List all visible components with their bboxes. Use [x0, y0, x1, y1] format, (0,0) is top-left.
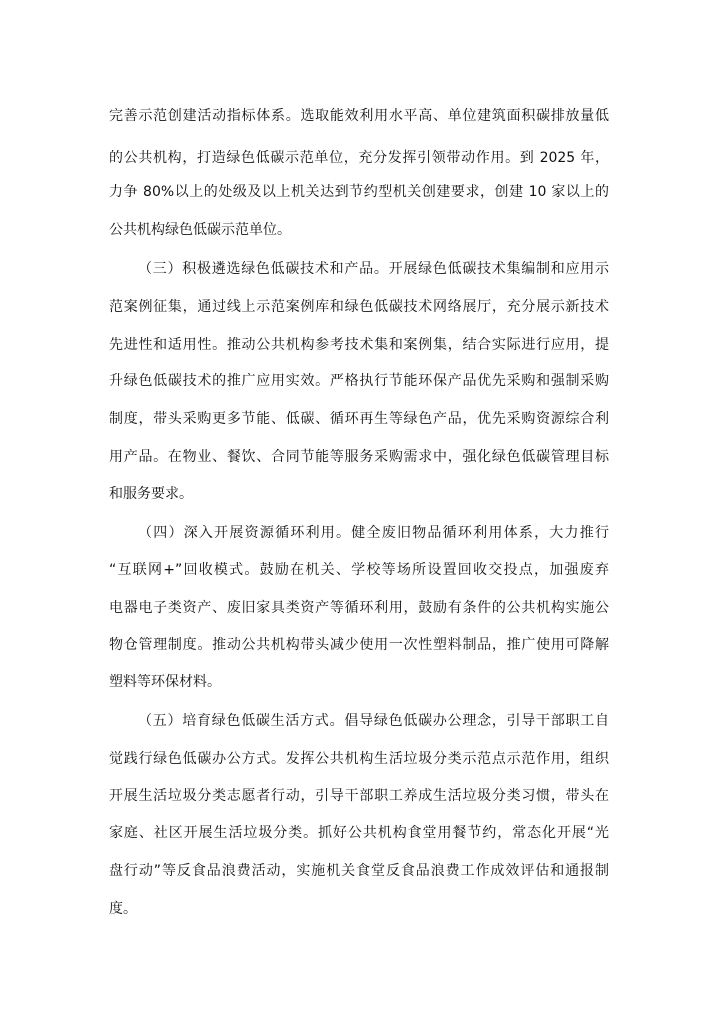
text-line: 制度，带头采购更多节能、低碳、循环再生等绿色产品，优先采购资源综合利	[109, 411, 609, 427]
text-line: 盘行动”等反食品浪费活动，实施机关食堂反食品浪费工作成效评估和通报制	[109, 863, 609, 879]
text-line: 用产品。在物业、餐饮、合同节能等服务采购需求中，强化绿色低碳管理目标	[109, 449, 609, 465]
text-line: 觉践行绿色低碳办公方式。发挥公共机构生活垃圾分类示范点示范作用，组织	[109, 751, 609, 767]
text-line: 和服务要求。	[109, 486, 193, 502]
text-line: “互联网+”回收模式。鼓励在机关、学校等场所设置回收交投点，加强废弃	[109, 562, 609, 578]
text-line: 的公共机构，打造绿色低碳示范单位，充分发挥引领带动作用。到 2025 年，	[109, 150, 609, 166]
section-heading-line: （三）积极遴选绿色低碳技术和产品。开展绿色低碳技术集编制和应用示	[138, 261, 609, 277]
text-line: 家庭、社区开展生活垃圾分类。抓好公共机构食堂用餐节约，常态化开展“光	[109, 825, 609, 841]
text-line: 公共机构绿色低碳示范单位。	[109, 222, 291, 238]
text-line: 范案例征集，通过线上示范案例库和绿色低碳技术网络展厅，充分展示新技术	[109, 299, 609, 315]
text-line: 先进性和适用性。推动公共机构参考技术集和案例集，结合实际进行应用，提	[109, 337, 609, 353]
text-line: 电器电子类资产、废旧家具类资产等循环利用，鼓励有条件的公共机构实施公	[109, 600, 609, 616]
text-line: 完善示范创建活动指标体系。选取能效利用水平高、单位建筑面积碳排放量低	[109, 108, 609, 124]
section-heading-line: （五）培育绿色低碳生活方式。倡导绿色低碳办公理念，引导干部职工自	[138, 713, 609, 729]
section-heading-line: （四）深入开展资源循环利用。健全废旧物品循环利用体系，大力推行	[138, 525, 609, 541]
text-line: 物仓管理制度。推动公共机构带头减少使用一次性塑料制品，推广使用可降解	[109, 637, 609, 653]
text-line: 塑料等环保材料。	[109, 674, 221, 690]
text-line: 升绿色低碳技术的推广应用实效。严格执行节能环保产品优先采购和强制采购	[109, 373, 609, 389]
text-line: 度。	[109, 901, 137, 917]
text-line: 力争 80%以上的处级及以上机关达到节约型机关创建要求，创建 10 家以上的	[109, 184, 609, 200]
text-line: 开展生活垃圾分类志愿者行动，引导干部职工养成生活垃圾分类习惯，带头在	[109, 788, 609, 804]
